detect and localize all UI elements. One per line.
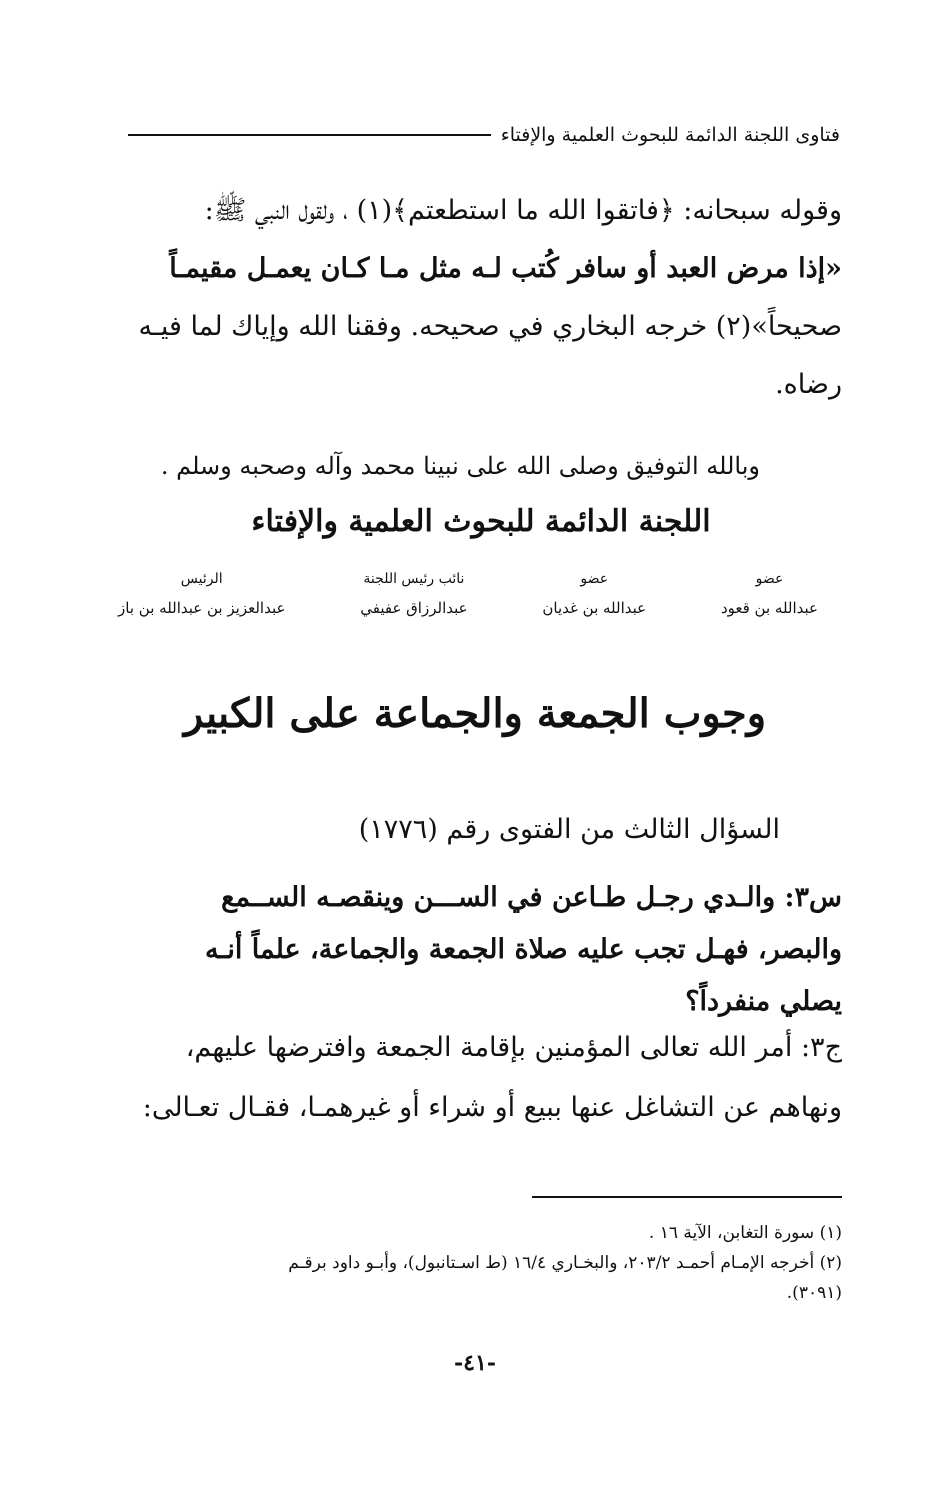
footnote-line: (٣٠٩١). [786,1283,842,1303]
signatories-row [118,566,818,624]
running-header-rule [128,134,491,136]
paragraph-line: «إذا مرض العبد أو سافر كُتب لـه مثل مـا كـان يعمـل مقيمـاً [169,253,842,284]
signatory-name: عبدالله بن قعود [720,599,818,617]
signatory-name: عبدالله بن غديان [542,599,647,617]
answer-line: ج٣: أمر الله تعالى المؤمنين بإقامة الجمعة وافترضها عليهم، [185,1032,842,1063]
footnote-line: (١) سورة التغابن، الآية ١٦ . [648,1223,842,1243]
fatwa-conclusion-paragraph [120,182,842,414]
question-paragraph [120,872,842,1028]
section-title: وجوب الجمعة والجماعة على الكبير [183,690,767,737]
running-header-title: فتاوى اللجنة الدائمة للبحوث العلمية والإفتاء [500,124,840,146]
signatories-block [118,566,818,624]
signatory-name: عبدالعزيز بن عبدالله بن باز [118,599,286,617]
committee-title: اللجنة الدائمة للبحوث العلمية والإفتاء [251,504,711,539]
paragraph-line: رضاه. [775,369,842,400]
paragraph-line: صحيحاً»(٢) خرجه البخاري في صحيحه. وفقنا الله وإياك لما فيـه [138,311,842,342]
footnote-line: (٢) أخرجه الإمـام أحمـد ٢٠٣/٢، والبخـاري ١٦/٤ (ط اسـتانبول)، وأبـو داود برقـم [288,1253,842,1273]
question-reference: السؤال الثالث من الفتوى رقم (١٧٧٦) [358,814,780,845]
signatory-name: عبدالرزاق عفيفي [360,599,468,617]
signatory-role: عضو [580,571,609,587]
signatory-role: نائب رئيس اللجنة [363,571,465,587]
signatory-role: عضو [755,571,784,587]
signatory [360,566,467,624]
signatory [118,566,285,624]
signatory [542,566,646,624]
footnote-separator [532,1196,842,1198]
closing-blessing: وبالله التوفيق وصلى الله على نبينا محمد وآله وصحبه وسلم . [160,452,760,480]
question-line: س٣: والـدي رجـل طـاعن في الســـن وينقصـه الســمع [221,882,842,913]
answer-paragraph [120,1018,842,1138]
answer-line: ونهاهم عن التشاغل عنها ببيع أو شراء أو غيرهمـا، فقـال تعـالى: [142,1092,842,1123]
question-line: يصلي منفرداً؟ [685,986,842,1017]
footnotes [120,1218,842,1308]
signatory-role: الرئيس [180,571,223,587]
page-number: -٤١- [454,1350,496,1376]
signatory [721,566,818,624]
paragraph-line: وقوله سبحانه: ﴿فاتقوا الله ما استطعتم﴾(١) ، ولقول النبي ﷺ: [204,195,842,226]
running-header [128,118,840,152]
question-line: والبصر، فهـل تجب عليه صلاة الجمعة والجماعة، علماً أنـه [204,934,842,965]
